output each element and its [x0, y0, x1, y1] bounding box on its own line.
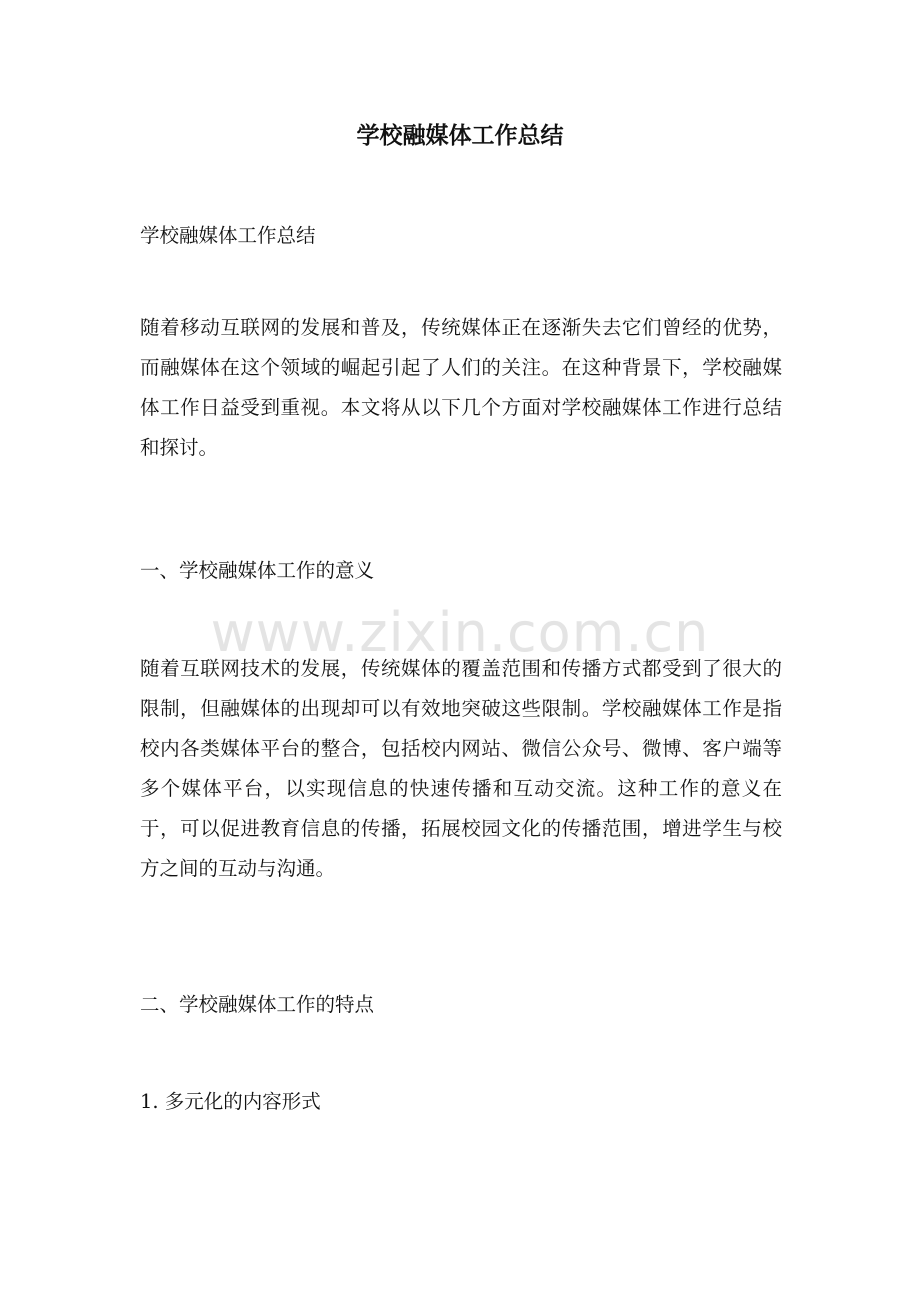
section-heading-significance: 一、学校融媒体工作的意义: [140, 559, 375, 582]
document-subtitle: 学校融媒体工作总结: [140, 224, 316, 247]
watermark: www.zixin.com.cn: [210, 601, 710, 664]
significance-paragraph: 随着互联网技术的发展，传统媒体的覆盖范围和传播方式都受到了很大的限制，但融媒体的出现却可以有效地突破这些限制。学校融媒体工作是指校内各类媒体平台的整合，包括校内网站、微信公众号、微博、客户端等多个媒体平台，以实现信息的快速传播和互动交流。这种工作的意义在于，可以促进教育信息的传播，拓展校园文化的传播范围，增进学生与校方之间的互动与沟通。: [140, 657, 782, 880]
feature-item-1: 1. 多元化的内容形式: [140, 1090, 321, 1113]
document-title: 学校融媒体工作总结: [356, 122, 564, 149]
section-heading-features: 二、学校融媒体工作的特点: [140, 993, 375, 1016]
intro-paragraph: 随着移动互联网的发展和普及，传统媒体正在逐渐失去它们曾经的优势，而融媒体在这个领域的崛起引起了人们的关注。在这种背景下，学校融媒体工作日益受到重视。本文将从以下几个方面对学校融媒体工作进行总结和探讨。: [140, 316, 782, 459]
